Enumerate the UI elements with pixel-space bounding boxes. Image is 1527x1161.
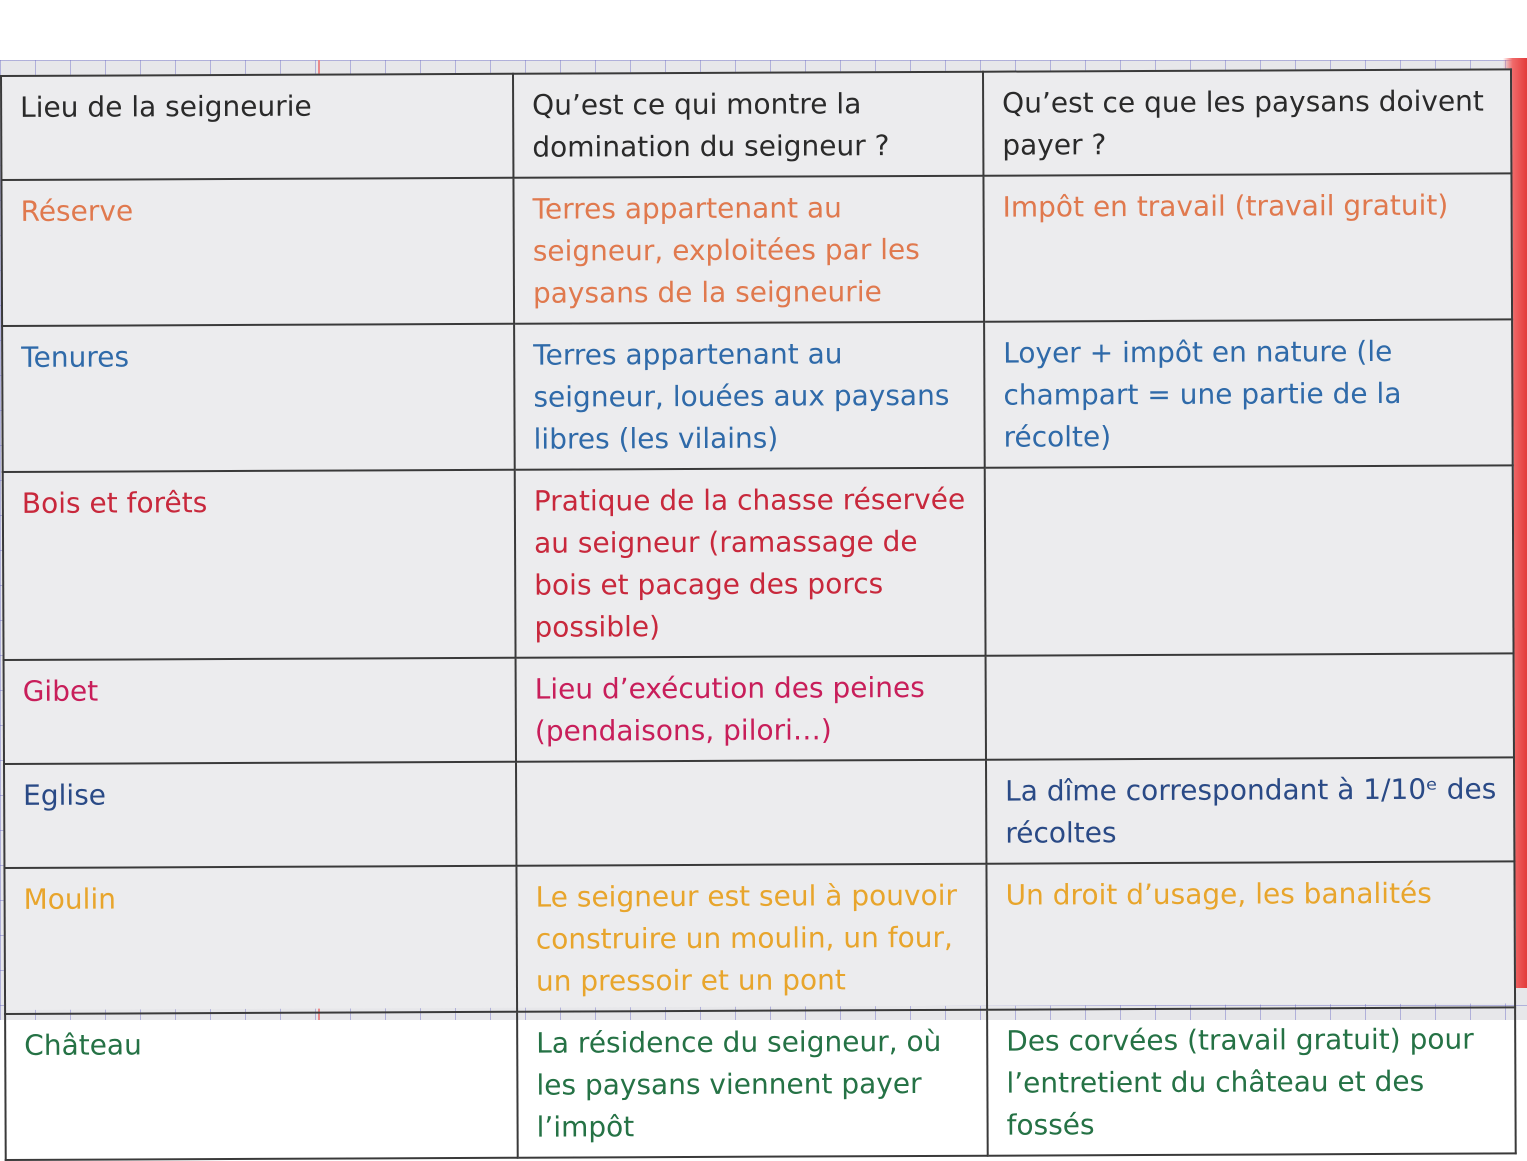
cell-domination: La résidence du seigneur, où les paysans viennent payer l’impôt (517, 1010, 988, 1158)
cell-domination: Lieu d’exécution des peines (pendaisons, pilori…) (516, 656, 986, 762)
cell-lieu: Moulin (4, 866, 517, 1014)
cell-domination: Pratique de la chasse réservée au seigneur (ramassage de bois et pacage des porcs possible) (515, 468, 986, 658)
seigneurie-table (0, 68, 1517, 1161)
cell-domination (516, 760, 986, 866)
header-payer: Qu’est ce que les paysans doivent payer ? (983, 69, 1511, 175)
cell-payer (986, 653, 1514, 759)
cell-lieu: Château (5, 1012, 518, 1160)
cell-payer: Loyer + impôt en nature (le champart = une partie de la récolte) (984, 319, 1513, 467)
cell-lieu: Gibet (4, 658, 516, 764)
table-row (4, 653, 1514, 764)
cell-lieu: Tenures (2, 324, 515, 472)
cell-lieu: Réserve (1, 178, 514, 326)
table-row (2, 319, 1513, 472)
cell-domination: Terres appartenant au seigneur, exploitées par les paysans de la seigneurie (513, 176, 984, 324)
cell-payer: La dîme correspondant à 1/10ᵉ des récoltes (986, 757, 1514, 863)
table-row (5, 1007, 1516, 1160)
cell-payer: Un droit d’usage, les banalités (986, 861, 1515, 1009)
cell-payer: Des corvées (travail gratuit) pour l’entretient du château et des fossés (987, 1007, 1516, 1155)
cell-payer (985, 465, 1514, 655)
table-row (1, 173, 1512, 326)
cell-lieu: Bois et forêts (3, 470, 516, 660)
glued-table-sheet (0, 68, 1516, 1144)
header-lieu: Lieu de la seigneurie (1, 74, 513, 180)
header-domination: Qu’est ce qui montre la domination du seigneur ? (513, 72, 983, 178)
cell-domination: Le seigneur est seul à pouvoir construire un moulin, un four, un pressoir et un pont (516, 864, 987, 1012)
cell-lieu: Eglise (4, 762, 516, 868)
cell-payer: Impôt en travail (travail gratuit) (983, 173, 1512, 321)
table-row (3, 465, 1514, 660)
cell-domination: Terres appartenant au seigneur, louées aux paysans libres (les vilains) (514, 322, 985, 470)
table-row (4, 861, 1515, 1014)
table-row (4, 757, 1514, 868)
table-header-row (1, 69, 1511, 180)
